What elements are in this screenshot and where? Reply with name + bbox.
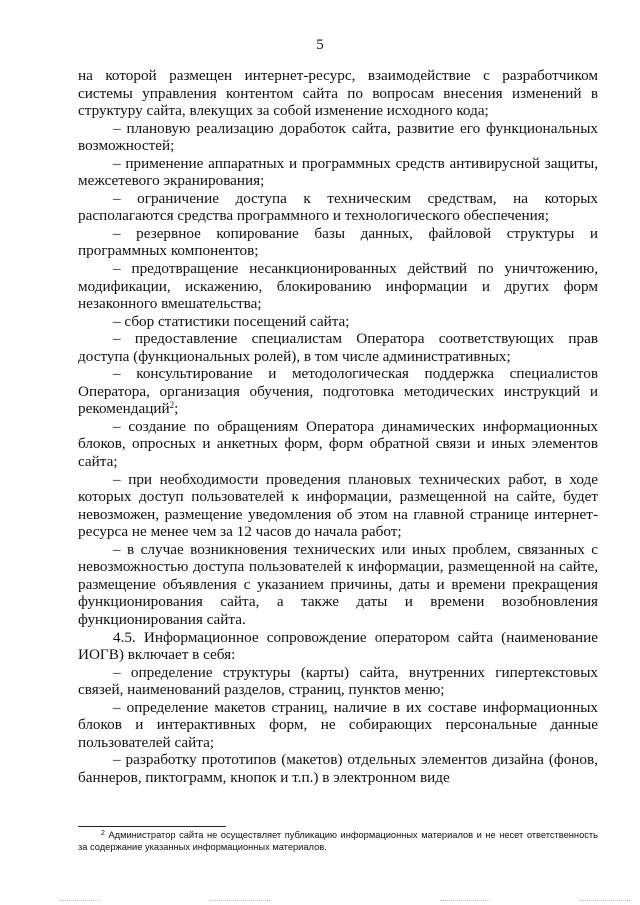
paragraph	[78, 418, 598, 471]
paragraph-text: 4.5. Информационное сопровождение оператором сайта (наименование ИОГВ) включает в себя:	[78, 628, 598, 664]
footnote-separator	[78, 826, 226, 827]
footnote-reference: 2	[169, 400, 175, 411]
paragraph	[78, 664, 598, 699]
paragraph-text: – сбор статистики посещений сайта;	[113, 312, 350, 330]
paragraph-text: – предоставление специалистам Оператора соответствующих прав доступа (функциональных ролей), в том числе административных;	[78, 330, 598, 365]
paragraph-text: – определение структуры (карты) сайта, внутренних гипертекстовых связей, наименований разделов, страниц, пунктов меню;	[78, 663, 598, 699]
paragraph-text: – в случае возникновения технических или иных проблем, связанных с невозможностью доступа пользователей к информации, размещенной на сайте, размещение объявления с указанием причины, даты и времени прекращения функционирования сайта, а также даты и времени возобновления функционирования сайта.	[78, 540, 598, 628]
paragraph	[78, 120, 598, 155]
paragraph-text: – разработку прототипов (макетов) отдельных элементов дизайна (фонов, баннеров, пиктограмм, кнопок и т.п.) в электронном виде	[78, 751, 598, 786]
paragraph-tail: ;	[174, 400, 179, 418]
paragraph	[78, 365, 598, 418]
paragraph-text: на которой размещен интернет-ресурс, взаимодействие с разработчиком системы управления контентом сайта по вопросам внесения изменений в структуру сайта, влекущих за собой изменение исходного кода;	[78, 67, 598, 120]
paragraph	[78, 330, 598, 365]
paragraph-text: – применение аппаратных и программных средств антивирусной защиты, межсетевого экранирования;	[78, 154, 598, 190]
paragraph	[78, 155, 598, 190]
paragraph	[78, 260, 598, 313]
paragraph-text: – резервное копирование базы данных, файловой структуры и программных компонентов;	[78, 224, 598, 260]
paragraph	[78, 225, 598, 260]
paragraph-text: – создание по обращениям Оператора динамических информационных блоков, опросных и анкетных форм, форм обратной связи и иных элементов сайта;	[78, 417, 598, 471]
body-text	[78, 67, 598, 786]
paragraph	[78, 699, 598, 752]
paragraph-text: – при необходимости проведения плановых технических работ, в ходе которых доступ пользователей к информации, размещенной на сайте, будет невозможен, размещение уведомления об этом на главной странице интернет-ресурса не менее чем за 12 часов до начала работ;	[78, 470, 598, 541]
footnote-text: Администратор сайта не осуществляет публикацию информационных материалов и не несет ответственность за содержание указанных информационных материалов.	[78, 830, 598, 852]
paragraph	[78, 541, 598, 629]
paragraph	[78, 751, 598, 786]
footnote	[78, 829, 598, 853]
paragraph-text: – предотвращение несанкционированных действий по уничтожению, модификации, искажению, блокированию информации и других форм незаконного вмешательства;	[78, 260, 598, 313]
paragraph	[78, 67, 598, 120]
paragraph-text: – определение макетов страниц, наличие в их составе информационных блоков и интерактивных форм, не собирающих персональные данные пользователей сайта;	[78, 698, 598, 751]
paragraph	[78, 629, 598, 664]
paragraph	[78, 190, 598, 225]
page-number: 5	[316, 37, 324, 53]
paragraph-text: – плановую реализацию доработок сайта, развитие его функциональных возможностей;	[78, 119, 598, 155]
paragraph	[78, 471, 598, 541]
paragraph-text: – ограничение доступа к техническим средствам, на которых располагаются средства программного и технологического обеспечения;	[78, 189, 598, 225]
scan-edge-marks	[60, 896, 640, 905]
paragraph-text: – консультирование и методологическая поддержка специалистов Оператора, организация обучения, подготовка методических инструкций и рекомендаций	[78, 365, 598, 418]
footnote-number: 2	[101, 830, 105, 837]
paragraph	[78, 313, 598, 331]
